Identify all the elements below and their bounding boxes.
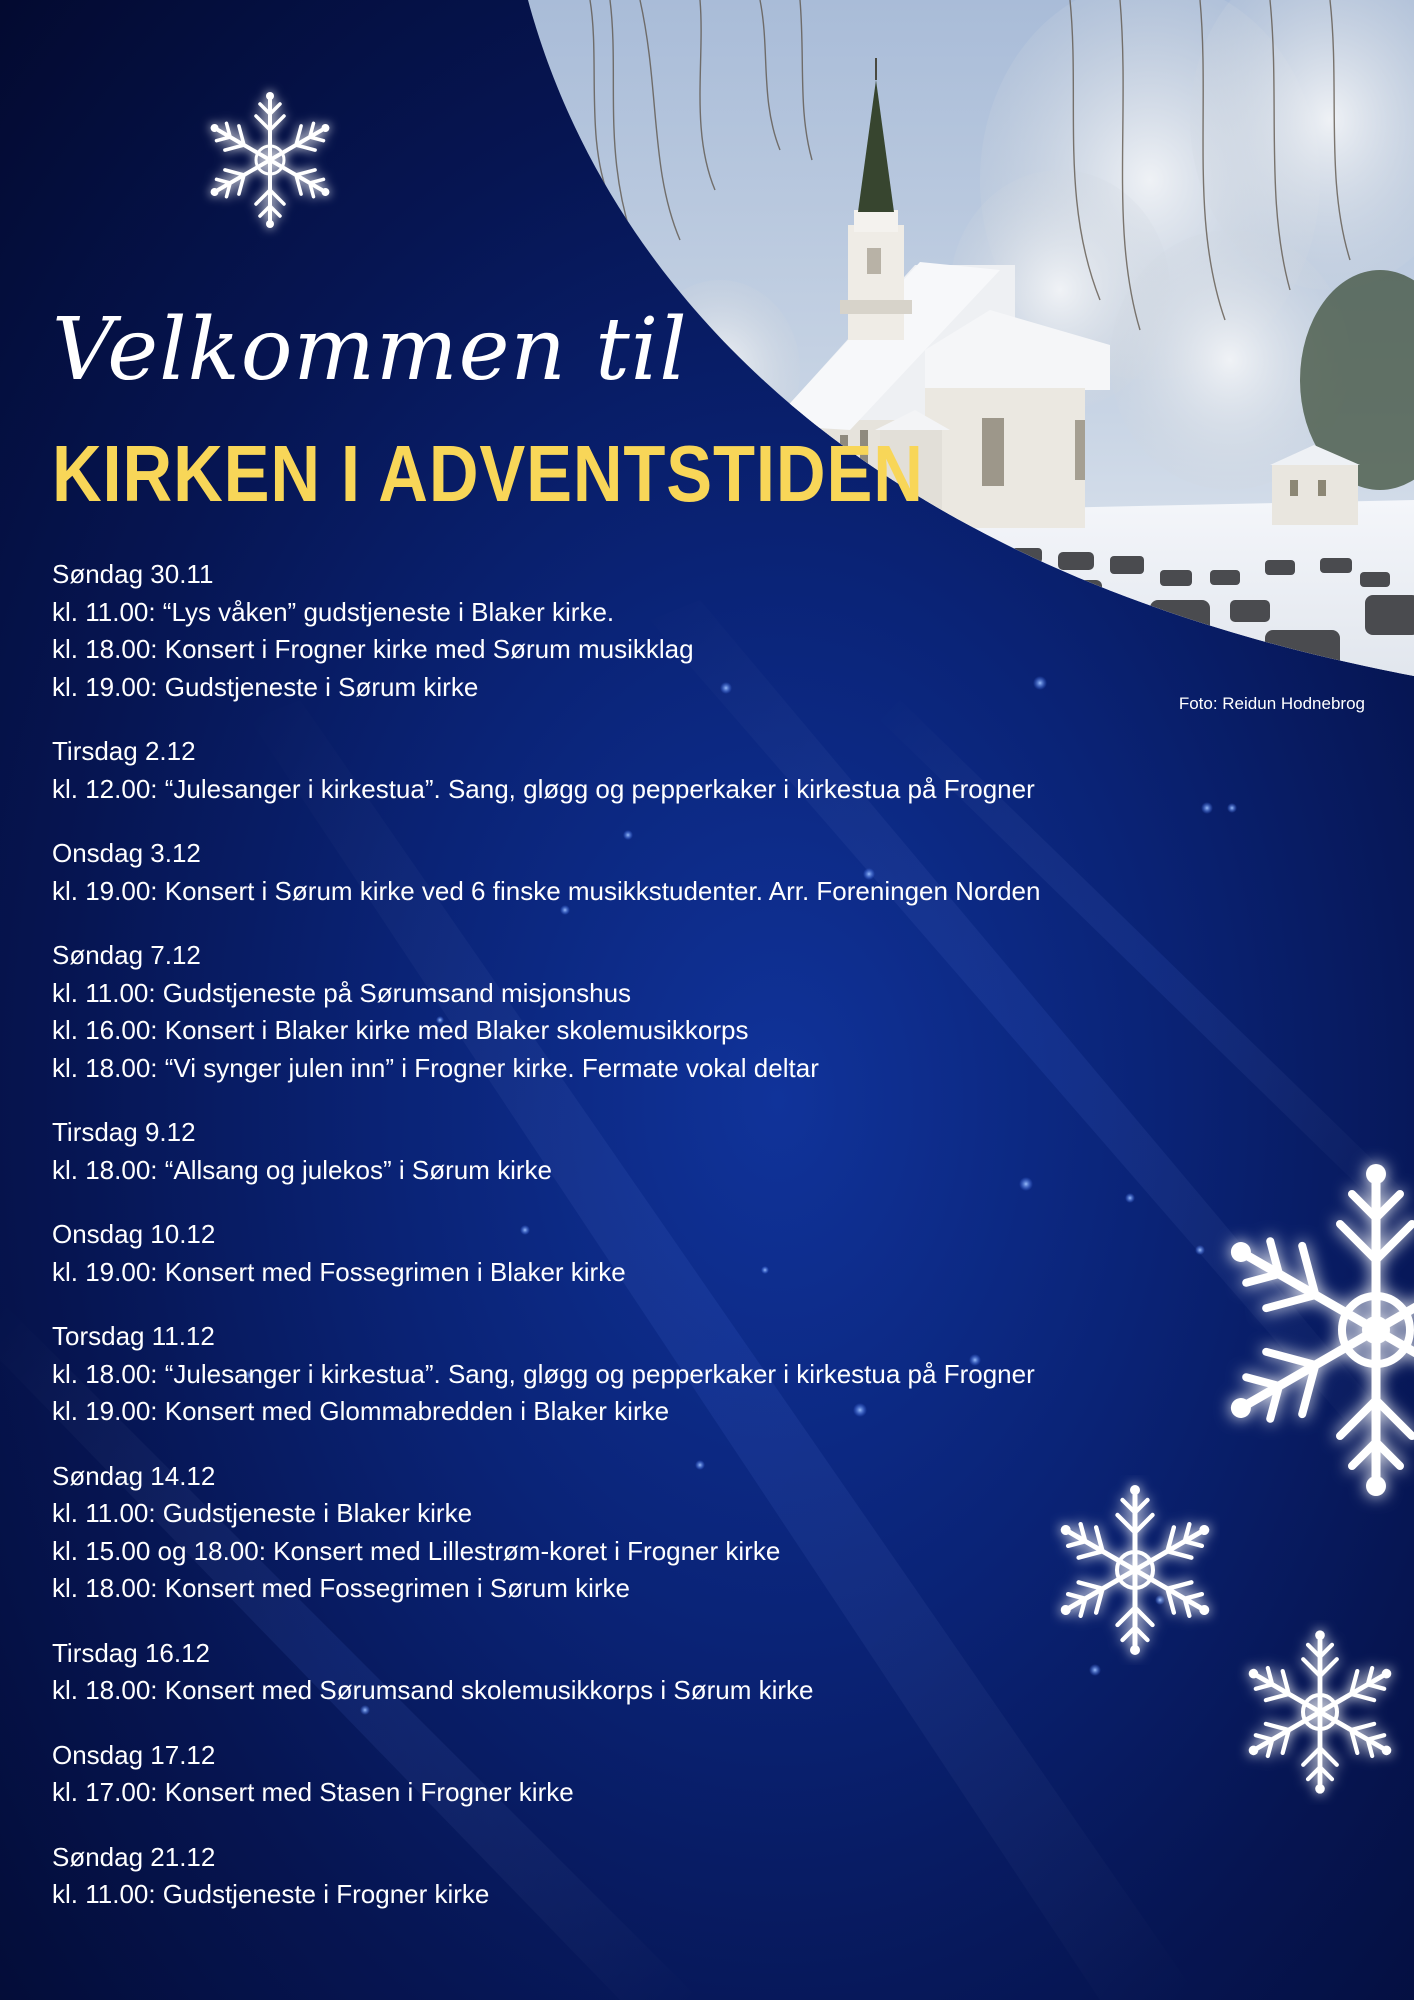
event-day	[52, 556, 1152, 706]
day-title: Tirsdag 2.12	[52, 736, 196, 766]
event-day	[52, 1458, 1152, 1608]
event-entry: kl. 19.00: Konsert med Fossegrimen i Blaker kirke	[52, 1256, 626, 1287]
day-title: Onsdag 10.12	[52, 1219, 216, 1249]
page-title: KIRKEN I ADVENTSTIDEN	[52, 429, 924, 518]
event-day	[52, 1318, 1152, 1431]
event-entry: kl. 19.00: Gudstjeneste i Sørum kirke	[52, 671, 479, 702]
event-day	[52, 1737, 1152, 1812]
snowflake-icon	[1235, 1620, 1405, 1805]
snowflake-icon	[190, 80, 350, 240]
day-title: Søndag 7.12	[52, 940, 201, 970]
day-title: Søndag 14.12	[52, 1460, 216, 1491]
day-title: Tirsdag 16.12	[52, 1637, 211, 1668]
day-title: Søndag 21.12	[52, 1841, 216, 1872]
day-title: Onsdag 17.12	[52, 1739, 216, 1770]
event-entry: kl. 16.00: Konsert i Blaker kirke med Blaker skolemusikkorps	[52, 1015, 749, 1045]
day-title: Søndag 30.11	[52, 559, 214, 589]
event-entry: kl. 11.00: Gudstjeneste i Blaker kirke	[52, 1498, 473, 1528]
event-entry: kl. 12.00: “Julesanger i kirkestua”. Sang, gløgg og pepperkaker i kirkestua på Frogner	[52, 773, 1035, 804]
event-entry: kl. 17.00: Konsert med Stasen i Frogner kirke	[52, 1777, 574, 1807]
event-entry: kl. 18.00: “Allsang og julekos” i Sørum kirke	[52, 1154, 552, 1185]
event-schedule	[52, 556, 1152, 1941]
event-day	[52, 937, 1152, 1087]
welcome-heading: Velkommen til	[52, 300, 688, 400]
event-entry: kl. 19.00: Konsert med Glommabredden i Blaker kirke	[52, 1396, 670, 1426]
event-entry: kl. 18.00: Konsert i Frogner kirke med Sørum musikklag	[52, 634, 694, 664]
event-day	[52, 835, 1152, 910]
event-entry: kl. 11.00: Gudstjeneste i Frogner kirke	[52, 1879, 490, 1909]
event-entry: kl. 11.00: Gudstjeneste på Sørumsand misjonshus	[52, 977, 632, 1008]
event-day	[52, 1635, 1152, 1710]
event-day	[52, 1839, 1152, 1914]
snowflake-icon	[1050, 1475, 1220, 1665]
day-title: Torsdag 11.12	[52, 1321, 215, 1351]
event-day	[52, 1114, 1152, 1189]
event-entry: kl. 18.00: “Julesanger i kirkestua”. Sang, gløgg og pepperkaker i kirkestua på Frogner	[52, 1358, 1035, 1389]
day-title: Tirsdag 9.12	[52, 1117, 196, 1147]
event-entry: kl. 15.00 og 18.00: Konsert med Lillestrøm-koret i Frogner kirke	[52, 1535, 781, 1566]
event-entry: kl. 18.00: “Vi synger julen inn” i Frogner kirke. Fermate vokal deltar	[52, 1052, 819, 1083]
day-title: Onsdag 3.12	[52, 838, 201, 868]
event-entry: kl. 19.00: Konsert i Sørum kirke ved 6 finske musikkstudenter. Arr. Foreningen Norden	[52, 875, 1041, 906]
event-day	[52, 1216, 1152, 1291]
event-day	[52, 733, 1152, 808]
event-entry: kl. 18.00: Konsert med Fossegrimen i Sørum kirke	[52, 1573, 630, 1603]
photo-credit: Foto: Reidun Hodnebrog	[1178, 694, 1365, 713]
event-entry: kl. 11.00: “Lys våken” gudstjeneste i Blaker kirke.	[52, 596, 615, 627]
snowflake-icon	[1200, 1140, 1414, 1520]
event-entry: kl. 18.00: Konsert med Sørumsand skolemusikkorps i Sørum kirke	[52, 1675, 814, 1705]
